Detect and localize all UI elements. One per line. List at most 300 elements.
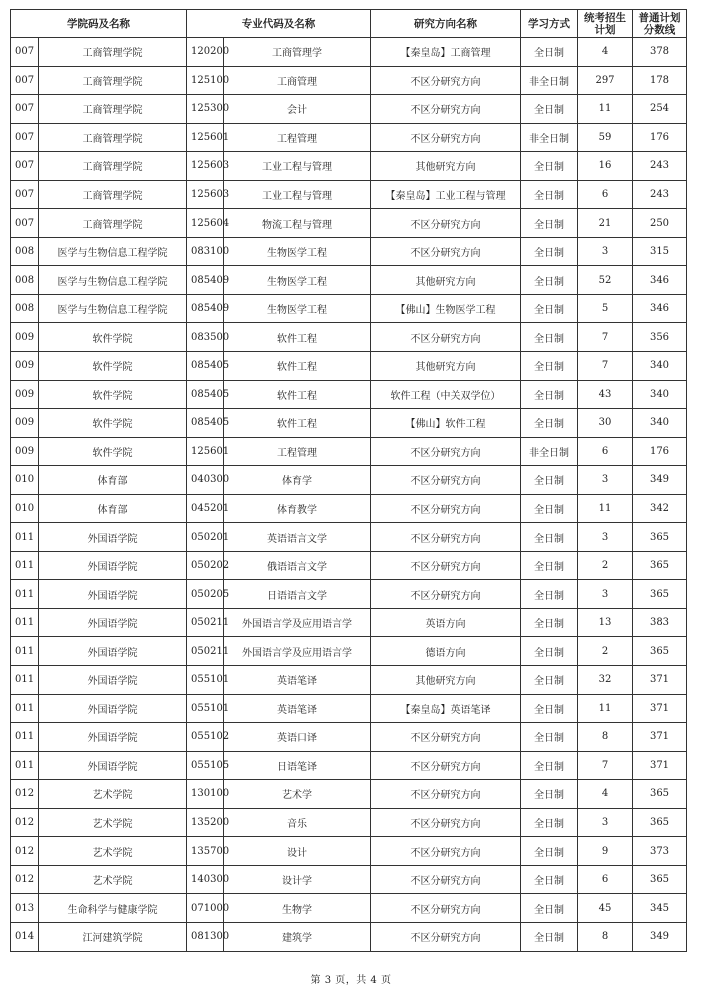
score-line-cell: 176 [633, 437, 687, 466]
college-code-cell: 009 [11, 352, 39, 381]
study-mode-cell: 全日制 [521, 266, 578, 295]
score-line-cell: 371 [633, 751, 687, 780]
major-name-cell: 体育教学 [224, 494, 371, 523]
study-mode-cell: 全日制 [521, 808, 578, 837]
study-mode-cell: 全日制 [521, 837, 578, 866]
table-row [11, 437, 687, 466]
major-code-cell: 055101 [187, 694, 224, 723]
college-code-cell: 011 [11, 751, 39, 780]
major-name-cell: 生物医学工程 [224, 294, 371, 323]
table-row [11, 666, 687, 695]
study-mode-cell: 全日制 [521, 894, 578, 923]
major-code-cell: 045201 [187, 494, 224, 523]
major-name-cell: 软件工程 [224, 409, 371, 438]
direction-cell: 软件工程（中关双学位） [371, 380, 521, 409]
table-row [11, 180, 687, 209]
college-name-cell: 工商管理学院 [39, 38, 187, 67]
college-name-cell: 医学与生物信息工程学院 [39, 237, 187, 266]
score-line-cell: 254 [633, 95, 687, 124]
college-name-cell: 工商管理学院 [39, 66, 187, 95]
college-name-cell: 艺术学院 [39, 808, 187, 837]
college-code-cell: 012 [11, 808, 39, 837]
major-name-cell: 生物医学工程 [224, 237, 371, 266]
study-mode-cell: 全日制 [521, 551, 578, 580]
quota-cell: 7 [578, 352, 633, 381]
college-name-cell: 外国语学院 [39, 723, 187, 752]
college-name-cell: 软件学院 [39, 409, 187, 438]
quota-cell: 16 [578, 152, 633, 181]
major-code-cell: 135200 [187, 808, 224, 837]
college-code-cell: 008 [11, 266, 39, 295]
college-name-cell: 外国语学院 [39, 523, 187, 552]
score-line-cell: 243 [633, 152, 687, 181]
direction-cell: 【秦皇岛】工业工程与管理 [371, 180, 521, 209]
major-name-cell: 工业工程与管理 [224, 152, 371, 181]
major-name-cell: 体育学 [224, 466, 371, 495]
score-line-cell: 176 [633, 123, 687, 152]
score-line-cell: 371 [633, 723, 687, 752]
study-mode-cell: 全日制 [521, 352, 578, 381]
table-row [11, 751, 687, 780]
direction-cell: 不区分研究方向 [371, 580, 521, 609]
page-footer: 第 3 页，共 4 页 [310, 975, 392, 986]
quota-cell: 45 [578, 894, 633, 923]
direction-cell: 英语方向 [371, 608, 521, 637]
direction-cell: 不区分研究方向 [371, 66, 521, 95]
study-mode-cell: 全日制 [521, 409, 578, 438]
quota-cell: 52 [578, 266, 633, 295]
major-name-cell: 生物医学工程 [224, 266, 371, 295]
table-row [11, 808, 687, 837]
college-name-cell: 医学与生物信息工程学院 [39, 266, 187, 295]
college-code-cell: 012 [11, 865, 39, 894]
score-line-cell: 340 [633, 352, 687, 381]
study-mode-cell: 全日制 [521, 38, 578, 67]
direction-cell: 不区分研究方向 [371, 123, 521, 152]
quota-cell: 2 [578, 551, 633, 580]
study-mode-cell: 全日制 [521, 608, 578, 637]
major-code-cell: 140300 [187, 865, 224, 894]
direction-cell: 【秦皇岛】英语笔译 [371, 694, 521, 723]
major-name-cell: 工业工程与管理 [224, 180, 371, 209]
college-code-cell: 011 [11, 666, 39, 695]
table-row [11, 551, 687, 580]
major-name-cell: 英语笔译 [224, 694, 371, 723]
college-code-cell: 011 [11, 723, 39, 752]
quota-cell: 3 [578, 808, 633, 837]
score-line-cell: 365 [633, 637, 687, 666]
college-code-cell: 009 [11, 323, 39, 352]
quota-cell: 9 [578, 837, 633, 866]
college-name-cell: 外国语学院 [39, 551, 187, 580]
major-name-cell: 外国语言学及应用语言学 [224, 608, 371, 637]
table-row [11, 152, 687, 181]
score-line-cell: 365 [633, 523, 687, 552]
major-name-cell: 工商管理学 [224, 38, 371, 67]
direction-cell: 德语方向 [371, 637, 521, 666]
major-code-cell: 055101 [187, 666, 224, 695]
header-quota [578, 10, 633, 38]
direction-cell: 【秦皇岛】工商管理 [371, 38, 521, 67]
study-mode-cell: 全日制 [521, 723, 578, 752]
major-code-cell: 055105 [187, 751, 224, 780]
direction-cell: 不区分研究方向 [371, 723, 521, 752]
college-name-cell: 软件学院 [39, 437, 187, 466]
quota-cell: 3 [578, 466, 633, 495]
college-name-cell: 艺术学院 [39, 780, 187, 809]
study-mode-cell: 全日制 [521, 209, 578, 238]
score-line-cell: 365 [633, 551, 687, 580]
study-mode-cell: 全日制 [521, 180, 578, 209]
college-code-cell: 010 [11, 466, 39, 495]
quota-cell: 7 [578, 323, 633, 352]
quota-cell: 6 [578, 865, 633, 894]
study-mode-cell: 全日制 [521, 466, 578, 495]
quota-cell: 3 [578, 523, 633, 552]
quota-cell: 11 [578, 694, 633, 723]
table-row [11, 466, 687, 495]
quota-cell: 30 [578, 409, 633, 438]
study-mode-cell: 非全日制 [521, 123, 578, 152]
college-code-cell: 011 [11, 608, 39, 637]
major-code-cell: 130100 [187, 780, 224, 809]
major-name-cell: 工程管理 [224, 123, 371, 152]
college-name-cell: 外国语学院 [39, 694, 187, 723]
college-name-cell: 外国语学院 [39, 637, 187, 666]
study-mode-cell: 全日制 [521, 751, 578, 780]
study-mode-cell: 全日制 [521, 152, 578, 181]
college-name-cell: 外国语学院 [39, 608, 187, 637]
study-mode-cell: 非全日制 [521, 437, 578, 466]
quota-cell: 8 [578, 723, 633, 752]
major-name-cell: 软件工程 [224, 380, 371, 409]
college-name-cell: 工商管理学院 [39, 123, 187, 152]
study-mode-cell: 全日制 [521, 694, 578, 723]
study-mode-cell: 全日制 [521, 95, 578, 124]
quota-cell: 11 [578, 95, 633, 124]
major-code-cell: 125300 [187, 95, 224, 124]
direction-cell: 其他研究方向 [371, 666, 521, 695]
table-row [11, 380, 687, 409]
score-line-cell: 315 [633, 237, 687, 266]
direction-cell: 不区分研究方向 [371, 523, 521, 552]
college-name-cell: 生命科学与健康学院 [39, 894, 187, 923]
college-code-cell: 011 [11, 637, 39, 666]
table-row [11, 266, 687, 295]
table-row [11, 523, 687, 552]
table-row [11, 494, 687, 523]
table-row [11, 409, 687, 438]
college-name-cell: 工商管理学院 [39, 95, 187, 124]
direction-cell: 不区分研究方向 [371, 95, 521, 124]
score-line-cell: 243 [633, 180, 687, 209]
header-major: 专业代码及名称 [187, 10, 371, 38]
table-row [11, 894, 687, 923]
major-code-cell: 125603 [187, 180, 224, 209]
quota-cell: 21 [578, 209, 633, 238]
study-mode-cell: 全日制 [521, 323, 578, 352]
score-line-cell: 342 [633, 494, 687, 523]
table-row [11, 237, 687, 266]
direction-cell: 其他研究方向 [371, 152, 521, 181]
score-line-cell: 349 [633, 466, 687, 495]
major-name-cell: 日语笔译 [224, 751, 371, 780]
major-code-cell: 050211 [187, 637, 224, 666]
quota-cell: 4 [578, 780, 633, 809]
college-code-cell: 013 [11, 894, 39, 923]
major-code-cell: 135700 [187, 837, 224, 866]
header-score-line1: 普通计划 [638, 11, 681, 24]
college-code-cell: 011 [11, 551, 39, 580]
quota-cell: 7 [578, 751, 633, 780]
college-code-cell: 009 [11, 409, 39, 438]
college-code-cell: 010 [11, 494, 39, 523]
college-code-cell: 014 [11, 922, 39, 951]
college-name-cell: 软件学院 [39, 352, 187, 381]
college-name-cell: 软件学院 [39, 323, 187, 352]
college-name-cell: 体育部 [39, 494, 187, 523]
major-code-cell: 071000 [187, 894, 224, 923]
direction-cell: 其他研究方向 [371, 266, 521, 295]
major-name-cell: 音乐 [224, 808, 371, 837]
score-line-cell: 349 [633, 922, 687, 951]
major-code-cell: 085409 [187, 294, 224, 323]
study-mode-cell: 全日制 [521, 380, 578, 409]
quota-cell: 11 [578, 494, 633, 523]
admission-score-table [10, 9, 687, 952]
major-code-cell: 125100 [187, 66, 224, 95]
study-mode-cell: 全日制 [521, 494, 578, 523]
quota-cell: 8 [578, 922, 633, 951]
major-code-cell: 085409 [187, 266, 224, 295]
major-code-cell: 125601 [187, 437, 224, 466]
direction-cell: 不区分研究方向 [371, 437, 521, 466]
college-name-cell: 外国语学院 [39, 580, 187, 609]
score-line-cell: 178 [633, 66, 687, 95]
major-code-cell: 050201 [187, 523, 224, 552]
major-name-cell: 物流工程与管理 [224, 209, 371, 238]
direction-cell: 不区分研究方向 [371, 894, 521, 923]
college-code-cell: 008 [11, 294, 39, 323]
table-row [11, 38, 687, 67]
table-header-row [11, 10, 687, 38]
table-row [11, 123, 687, 152]
major-name-cell: 设计学 [224, 865, 371, 894]
table-row [11, 323, 687, 352]
admission-table-sheet [10, 9, 686, 952]
table-row [11, 837, 687, 866]
direction-cell: 【佛山】生物医学工程 [371, 294, 521, 323]
table-row [11, 780, 687, 809]
major-code-cell: 050205 [187, 580, 224, 609]
major-name-cell: 日语语言文学 [224, 580, 371, 609]
score-line-cell: 373 [633, 837, 687, 866]
table-row [11, 352, 687, 381]
score-line-cell: 365 [633, 865, 687, 894]
table-row [11, 922, 687, 951]
study-mode-cell: 全日制 [521, 523, 578, 552]
college-code-cell: 008 [11, 237, 39, 266]
college-name-cell: 体育部 [39, 466, 187, 495]
major-code-cell: 081300 [187, 922, 224, 951]
direction-cell: 不区分研究方向 [371, 551, 521, 580]
table-row [11, 580, 687, 609]
header-direction: 研究方向名称 [371, 10, 521, 38]
score-line-cell: 346 [633, 294, 687, 323]
study-mode-cell: 全日制 [521, 666, 578, 695]
direction-cell: 不区分研究方向 [371, 466, 521, 495]
major-name-cell: 俄语语言文学 [224, 551, 371, 580]
college-code-cell: 011 [11, 580, 39, 609]
major-code-cell: 083100 [187, 237, 224, 266]
direction-cell: 不区分研究方向 [371, 837, 521, 866]
major-name-cell: 英语笔译 [224, 666, 371, 695]
college-name-cell: 外国语学院 [39, 666, 187, 695]
score-line-cell: 250 [633, 209, 687, 238]
header-mode: 学习方式 [521, 10, 578, 38]
quota-cell: 43 [578, 380, 633, 409]
quota-cell: 6 [578, 437, 633, 466]
score-line-cell: 383 [633, 608, 687, 637]
study-mode-cell: 全日制 [521, 580, 578, 609]
study-mode-cell: 全日制 [521, 922, 578, 951]
college-name-cell: 医学与生物信息工程学院 [39, 294, 187, 323]
college-name-cell: 工商管理学院 [39, 152, 187, 181]
major-code-cell: 125604 [187, 209, 224, 238]
college-name-cell: 工商管理学院 [39, 209, 187, 238]
major-code-cell: 125603 [187, 152, 224, 181]
direction-cell: 不区分研究方向 [371, 323, 521, 352]
quota-cell: 13 [578, 608, 633, 637]
college-name-cell: 艺术学院 [39, 837, 187, 866]
study-mode-cell: 全日制 [521, 865, 578, 894]
major-name-cell: 会计 [224, 95, 371, 124]
direction-cell: 【佛山】软件工程 [371, 409, 521, 438]
college-name-cell: 艺术学院 [39, 865, 187, 894]
quota-cell: 297 [578, 66, 633, 95]
quota-cell: 2 [578, 637, 633, 666]
table-row [11, 694, 687, 723]
score-line-cell: 365 [633, 808, 687, 837]
table-row [11, 209, 687, 238]
study-mode-cell: 全日制 [521, 780, 578, 809]
score-line-cell: 371 [633, 694, 687, 723]
header-score-line2: 分数线 [643, 23, 676, 36]
college-name-cell: 江河建筑学院 [39, 922, 187, 951]
major-name-cell: 英语语言文学 [224, 523, 371, 552]
major-name-cell: 外国语言学及应用语言学 [224, 637, 371, 666]
header-quota-line1: 统考招生 [584, 11, 626, 24]
college-code-cell: 007 [11, 209, 39, 238]
score-line-cell: 365 [633, 580, 687, 609]
major-name-cell: 工程管理 [224, 437, 371, 466]
college-code-cell: 007 [11, 123, 39, 152]
quota-cell: 5 [578, 294, 633, 323]
college-code-cell: 011 [11, 694, 39, 723]
college-code-cell: 012 [11, 780, 39, 809]
college-name-cell: 外国语学院 [39, 751, 187, 780]
direction-cell: 不区分研究方向 [371, 922, 521, 951]
major-name-cell: 工商管理 [224, 66, 371, 95]
table-row [11, 865, 687, 894]
table-row [11, 608, 687, 637]
study-mode-cell: 非全日制 [521, 66, 578, 95]
major-name-cell: 英语口译 [224, 723, 371, 752]
score-line-cell: 346 [633, 266, 687, 295]
quota-cell: 6 [578, 180, 633, 209]
header-score [633, 10, 687, 38]
major-code-cell: 085405 [187, 352, 224, 381]
college-code-cell: 007 [11, 180, 39, 209]
major-code-cell: 120200 [187, 38, 224, 67]
college-code-cell: 009 [11, 437, 39, 466]
table-row [11, 66, 687, 95]
score-line-cell: 371 [633, 666, 687, 695]
score-line-cell: 345 [633, 894, 687, 923]
direction-cell: 不区分研究方向 [371, 494, 521, 523]
score-line-cell: 365 [633, 780, 687, 809]
major-name-cell: 建筑学 [224, 922, 371, 951]
major-code-cell: 085405 [187, 380, 224, 409]
quota-cell: 3 [578, 580, 633, 609]
direction-cell: 不区分研究方向 [371, 808, 521, 837]
major-name-cell: 生物学 [224, 894, 371, 923]
quota-cell: 32 [578, 666, 633, 695]
college-name-cell: 软件学院 [39, 380, 187, 409]
score-line-cell: 340 [633, 380, 687, 409]
direction-cell: 不区分研究方向 [371, 865, 521, 894]
major-code-cell: 050211 [187, 608, 224, 637]
direction-cell: 其他研究方向 [371, 352, 521, 381]
major-code-cell: 085405 [187, 409, 224, 438]
major-code-cell: 040300 [187, 466, 224, 495]
table-row [11, 95, 687, 124]
score-line-cell: 340 [633, 409, 687, 438]
study-mode-cell: 全日制 [521, 294, 578, 323]
college-code-cell: 011 [11, 523, 39, 552]
direction-cell: 不区分研究方向 [371, 780, 521, 809]
college-code-cell: 007 [11, 152, 39, 181]
table-row [11, 723, 687, 752]
score-line-cell: 378 [633, 38, 687, 67]
major-code-cell: 055102 [187, 723, 224, 752]
major-name-cell: 设计 [224, 837, 371, 866]
college-code-cell: 009 [11, 380, 39, 409]
quota-cell: 59 [578, 123, 633, 152]
college-code-cell: 012 [11, 837, 39, 866]
header-quota-line2: 计划 [594, 23, 616, 36]
header-college: 学院码及名称 [11, 10, 187, 38]
major-code-cell: 083500 [187, 323, 224, 352]
direction-cell: 不区分研究方向 [371, 209, 521, 238]
table-row [11, 294, 687, 323]
table-body [11, 38, 687, 952]
quota-cell: 4 [578, 38, 633, 67]
major-name-cell: 软件工程 [224, 352, 371, 381]
direction-cell: 不区分研究方向 [371, 237, 521, 266]
college-code-cell: 007 [11, 38, 39, 67]
major-name-cell: 艺术学 [224, 780, 371, 809]
college-name-cell: 工商管理学院 [39, 180, 187, 209]
study-mode-cell: 全日制 [521, 237, 578, 266]
table-row [11, 637, 687, 666]
major-code-cell: 125601 [187, 123, 224, 152]
direction-cell: 不区分研究方向 [371, 751, 521, 780]
college-code-cell: 007 [11, 66, 39, 95]
major-code-cell: 050202 [187, 551, 224, 580]
quota-cell: 3 [578, 237, 633, 266]
college-code-cell: 007 [11, 95, 39, 124]
